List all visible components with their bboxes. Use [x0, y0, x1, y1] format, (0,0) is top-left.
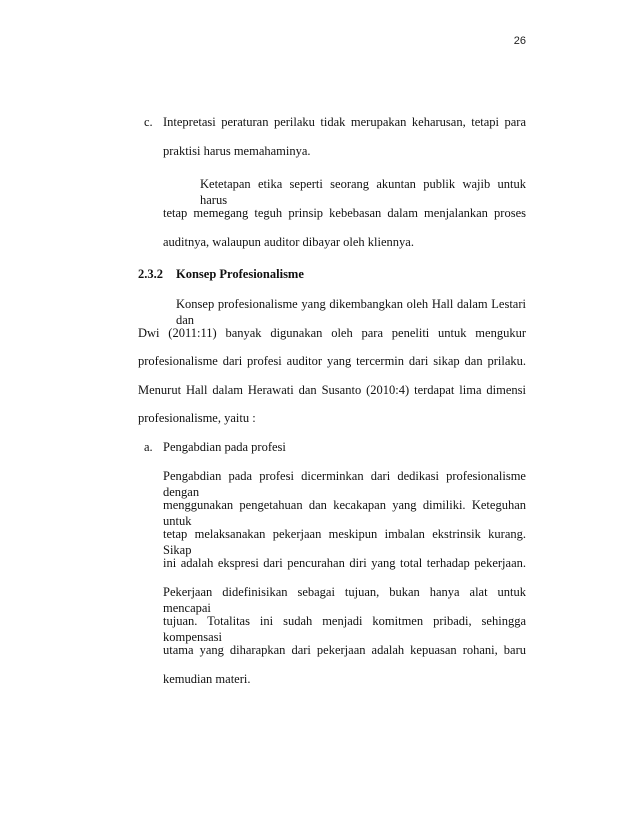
- item-a-line-2: menggunakan pengetahuan dan kecakapan yang dimiliki. Keteguhan untuk: [163, 498, 526, 528]
- item-a-line-4: ini adalah ekspresi dari pencurahan diri yang total terhadap pekerjaan.: [163, 556, 526, 570]
- item-a-line-7: utama yang diharapkan dari pekerjaan adalah kepuasan rohani, baru: [163, 643, 526, 657]
- intro-line-5: profesionalisme, yaitu :: [138, 411, 256, 425]
- item-a-line-6: tujuan. Totalitas ini sudah menjadi komitmen pribadi, sehingga kompensasi: [163, 614, 526, 644]
- intro-line-3: profesionalisme dari profesi auditor yang tercermin dari sikap dan prilaku.: [138, 354, 526, 368]
- item-c-para-line-1: Ketetapan etika seperti seorang akuntan publik wajib untuk harus: [200, 177, 526, 207]
- list-marker-a: a.: [144, 440, 153, 454]
- intro-line-4: Menurut Hall dalam Herawati dan Susanto (2010:4) terdapat lima dimensi: [138, 383, 526, 397]
- item-c-para-line-2: tetap memegang teguh prinsip kebebasan dalam menjalankan proses: [163, 206, 526, 220]
- item-a-line-3: tetap melaksanakan pekerjaan meskipun imbalan ekstrinsik kurang. Sikap: [163, 527, 526, 557]
- item-a-line-5: Pekerjaan didefinisikan sebagai tujuan, bukan hanya alat untuk mencapai: [163, 585, 526, 615]
- item-c-para-line-3: auditnya, walaupun auditor dibayar oleh kliennya.: [163, 235, 414, 249]
- page-number: 26: [513, 35, 526, 47]
- section-number: 2.3.2: [138, 267, 163, 281]
- list-marker-c: c.: [144, 115, 153, 129]
- item-c-line-1: Intepretasi peraturan perilaku tidak merupakan keharusan, tetapi para: [163, 115, 526, 129]
- item-a-line-8: kemudian materi.: [163, 672, 251, 686]
- item-a-line-1: Pengabdian pada profesi dicerminkan dari dedikasi profesionalisme dengan: [163, 469, 526, 499]
- intro-line-1: Konsep profesionalisme yang dikembangkan oleh Hall dalam Lestari dan: [176, 297, 526, 327]
- item-c-line-2: praktisi harus memahaminya.: [163, 144, 311, 158]
- section-title: Konsep Profesionalisme: [176, 267, 304, 281]
- intro-line-2: Dwi (2011:11) banyak digunakan oleh para peneliti untuk mengukur: [138, 326, 526, 340]
- item-a-title: Pengabdian pada profesi: [163, 440, 286, 454]
